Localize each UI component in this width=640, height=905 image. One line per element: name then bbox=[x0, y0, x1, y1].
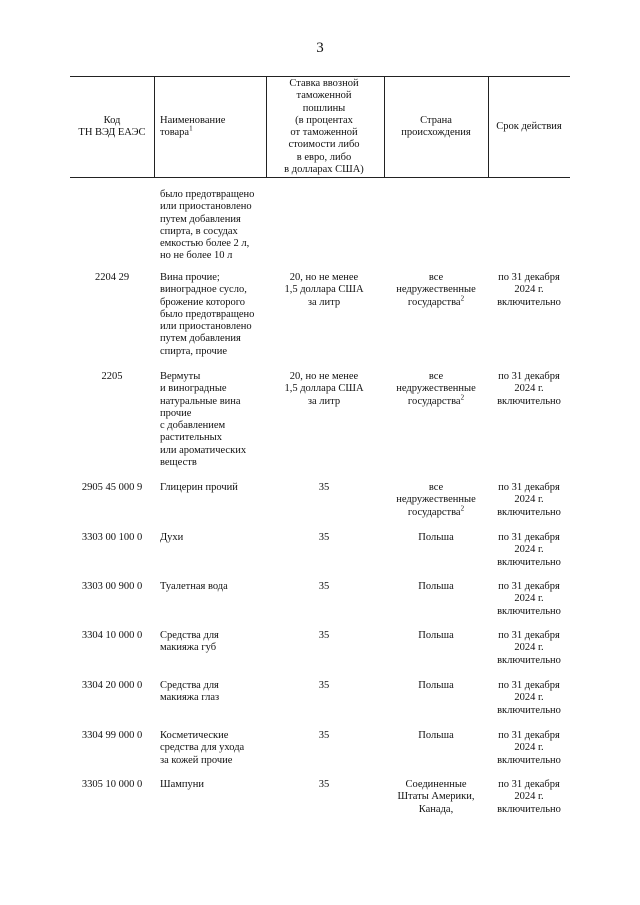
row-rate bbox=[266, 630, 382, 642]
row-term bbox=[488, 730, 570, 767]
header-rate-line: (в процентах bbox=[295, 114, 353, 126]
row-country-line: Канада, bbox=[418, 803, 454, 815]
row-name-line: натуральные вина bbox=[160, 395, 241, 407]
row-term bbox=[488, 680, 570, 717]
row-country bbox=[384, 581, 488, 593]
row-name-line: было предотвращено bbox=[160, 308, 255, 320]
row-country-line: недружественные bbox=[396, 383, 476, 395]
row-rate-line: 1,5 доллара США bbox=[284, 284, 364, 296]
row-rate-line: за литр bbox=[307, 296, 341, 308]
row-name bbox=[160, 371, 264, 469]
row-name-line: Шампуни bbox=[160, 779, 205, 790]
row-term-line: по 31 декабря bbox=[498, 482, 560, 493]
header-rate-line: стоимости либо bbox=[288, 139, 360, 151]
row-code bbox=[70, 730, 154, 742]
row-rate bbox=[266, 371, 382, 408]
header-rate-line: таможенной bbox=[296, 90, 352, 102]
row-term bbox=[488, 371, 570, 408]
header-code-line: Код bbox=[103, 115, 121, 126]
row-name-line: веществ bbox=[160, 457, 197, 469]
row-code bbox=[70, 680, 154, 692]
row-rate-line: 35 bbox=[318, 630, 330, 641]
row-code bbox=[70, 482, 154, 494]
row-rate-line: 35 bbox=[318, 680, 330, 691]
header-rate bbox=[266, 78, 382, 176]
header-country-line: происхождения bbox=[401, 127, 471, 139]
row-country bbox=[384, 680, 488, 692]
row-name-line: путем добавления bbox=[160, 213, 241, 225]
table-top-rule bbox=[70, 76, 570, 77]
row-name-line: Косметические bbox=[160, 730, 229, 741]
row-code-line: 3304 20 000 0 bbox=[81, 680, 143, 691]
row-name-line: было предотвращено bbox=[160, 189, 255, 200]
row-country-line: Польша bbox=[418, 730, 454, 741]
row-term bbox=[488, 581, 570, 618]
footnote-marker: 2 bbox=[460, 393, 465, 402]
row-term-line: 2024 г. bbox=[514, 593, 544, 605]
row-country bbox=[384, 532, 488, 544]
row-name-line: макияжа губ bbox=[160, 642, 217, 654]
header-rate-line: от таможенной bbox=[290, 127, 358, 139]
row-rate-line: 35 bbox=[318, 482, 330, 493]
row-country bbox=[384, 371, 488, 408]
row-name-line: но не более 10 л bbox=[160, 250, 233, 262]
row-name-line: за кожей прочие bbox=[160, 754, 233, 766]
header-term bbox=[488, 121, 570, 133]
row-term-line: включительно bbox=[497, 296, 561, 308]
row-code bbox=[70, 630, 154, 642]
row-term bbox=[488, 532, 570, 569]
row-name-line: или приостановлено bbox=[160, 321, 252, 333]
row-code-line: 3304 10 000 0 bbox=[81, 630, 143, 641]
row-name-line: спирта, прочие bbox=[160, 345, 228, 357]
row-name bbox=[160, 730, 264, 767]
row-term bbox=[488, 272, 570, 309]
header-name-line: Наименование bbox=[160, 115, 226, 126]
row-code bbox=[70, 581, 154, 593]
header-name-line: товара$^1$ bbox=[160, 124, 193, 139]
row-country-line: все bbox=[428, 272, 444, 283]
row-name-line: брожение которого bbox=[160, 296, 246, 308]
row-rate bbox=[266, 730, 382, 742]
row-country-line: недружественные bbox=[396, 284, 476, 296]
header-rate-line: в долларах США) bbox=[284, 164, 364, 176]
row-term-line: по 31 декабря bbox=[498, 730, 560, 741]
row-term-line: 2024 г. bbox=[514, 742, 544, 754]
header-bottom-rule bbox=[70, 177, 570, 178]
footnote-marker: 2 bbox=[460, 504, 465, 513]
row-term-line: по 31 декабря bbox=[498, 371, 560, 382]
row-name-line: или ароматических bbox=[160, 444, 247, 456]
row-name-line: растительных bbox=[160, 432, 222, 444]
row-rate bbox=[266, 779, 382, 791]
row-term-line: по 31 декабря bbox=[498, 779, 560, 790]
row-code bbox=[70, 779, 154, 791]
row-term-line: 2024 г. bbox=[514, 383, 544, 395]
row-rate bbox=[266, 680, 382, 692]
row-country bbox=[384, 272, 488, 309]
header-code-line: ТН ВЭД ЕАЭС bbox=[78, 127, 146, 139]
header-divider bbox=[154, 76, 155, 177]
row-term-line: 2024 г. bbox=[514, 791, 544, 803]
row-term-line: включительно bbox=[497, 654, 561, 666]
header-term-line: Срок действия bbox=[496, 121, 562, 132]
row-name bbox=[160, 779, 264, 791]
row-country-line: недружественные bbox=[396, 494, 476, 506]
row-term-line: включительно bbox=[497, 754, 561, 766]
row-country-line: Польша bbox=[418, 680, 454, 691]
row-name-line: прочие bbox=[160, 407, 192, 419]
row-name-line: и виноградные bbox=[160, 383, 227, 395]
row-code bbox=[70, 371, 154, 383]
row-rate-line: за литр bbox=[307, 395, 341, 407]
row-rate-line: 20, но не менее bbox=[289, 272, 359, 283]
header-rate-line: Ставка ввозной bbox=[289, 78, 359, 89]
row-term-line: включительно bbox=[497, 506, 561, 518]
row-rate bbox=[266, 482, 382, 494]
row-name bbox=[160, 189, 264, 263]
row-term-line: 2024 г. bbox=[514, 284, 544, 296]
row-name bbox=[160, 680, 264, 705]
row-country-line: Штаты Америки, bbox=[397, 791, 475, 803]
header-rate-line: в евро, либо bbox=[296, 151, 352, 163]
row-code-line: 3304 99 000 0 bbox=[81, 730, 143, 741]
row-term-line: 2024 г. bbox=[514, 692, 544, 704]
row-term-line: 2024 г. bbox=[514, 642, 544, 654]
row-term-line: по 31 декабря bbox=[498, 680, 560, 691]
row-term-line: включительно bbox=[497, 704, 561, 716]
header-code bbox=[70, 115, 154, 140]
row-country-line: все bbox=[428, 482, 444, 493]
row-rate-line: 35 bbox=[318, 730, 330, 741]
row-term bbox=[488, 482, 570, 519]
row-name-line: спирта, в сосудах bbox=[160, 225, 238, 237]
row-code-line: 3303 00 900 0 bbox=[81, 581, 143, 592]
row-term-line: по 31 декабря bbox=[498, 630, 560, 641]
row-term-line: по 31 декабря bbox=[498, 272, 560, 283]
row-name bbox=[160, 272, 264, 358]
row-term bbox=[488, 779, 570, 816]
header-country-line: Страна bbox=[420, 115, 452, 126]
row-term-line: по 31 декабря bbox=[498, 581, 560, 592]
row-country-line: Польша bbox=[418, 581, 454, 592]
row-country bbox=[384, 630, 488, 642]
row-country bbox=[384, 730, 488, 742]
row-rate-line: 35 bbox=[318, 532, 330, 543]
row-code-line: 2905 45 000 9 bbox=[81, 482, 143, 493]
row-term-line: 2024 г. bbox=[514, 544, 544, 556]
row-name-line: Средства для bbox=[160, 630, 219, 641]
row-rate bbox=[266, 272, 382, 309]
row-name-line: средства для ухода bbox=[160, 742, 245, 754]
row-name-line: виноградное сусло, bbox=[160, 284, 247, 296]
row-code-line: 3305 10 000 0 bbox=[81, 779, 143, 790]
row-name-line: Глицерин прочий bbox=[160, 482, 238, 493]
row-term-line: включительно bbox=[497, 395, 561, 407]
row-code bbox=[70, 532, 154, 544]
row-name-line: Вина прочие; bbox=[160, 272, 220, 283]
row-name-line: Туалетная вода bbox=[160, 581, 228, 592]
row-code bbox=[70, 272, 154, 284]
row-rate bbox=[266, 581, 382, 593]
row-code-line: 2205 bbox=[101, 371, 123, 382]
row-term-line: 2024 г. bbox=[514, 494, 544, 506]
footnote-marker: 1 bbox=[189, 124, 193, 133]
header-country bbox=[384, 115, 488, 140]
row-name-line: Духи bbox=[160, 532, 184, 543]
row-name-line: или приостановлено bbox=[160, 201, 252, 213]
row-rate bbox=[266, 532, 382, 544]
row-code-line: 3303 00 100 0 bbox=[81, 532, 143, 543]
row-term-line: включительно bbox=[497, 803, 561, 815]
page-number: 3 bbox=[316, 40, 324, 56]
row-country-line: государства$^2$ bbox=[407, 393, 465, 407]
row-country-line: государства$^2$ bbox=[407, 504, 465, 518]
row-country-line: Соединенные bbox=[405, 779, 467, 790]
row-rate-line: 35 bbox=[318, 779, 330, 790]
row-name-line: с добавлением bbox=[160, 420, 226, 432]
row-country bbox=[384, 779, 488, 816]
row-country-line: государства$^2$ bbox=[407, 294, 465, 308]
row-name-line: путем добавления bbox=[160, 333, 241, 345]
row-name bbox=[160, 482, 264, 494]
row-code-line: 2204 29 bbox=[94, 272, 130, 283]
row-rate-line: 20, но не менее bbox=[289, 371, 359, 382]
row-name-line: Средства для bbox=[160, 680, 219, 691]
row-name bbox=[160, 532, 264, 544]
row-term-line: включительно bbox=[497, 556, 561, 568]
row-name-line: макияжа глаз bbox=[160, 692, 220, 704]
footnote-marker: 2 bbox=[460, 294, 465, 303]
header-rate-line: пошлины bbox=[302, 102, 346, 114]
row-country-line: все bbox=[428, 371, 444, 382]
row-term-line: по 31 декабря bbox=[498, 532, 560, 543]
row-country bbox=[384, 482, 488, 519]
row-term-line: включительно bbox=[497, 605, 561, 617]
row-rate-line: 35 bbox=[318, 581, 330, 592]
row-name-line: Вермуты bbox=[160, 371, 201, 382]
row-rate-line: 1,5 доллара США bbox=[284, 383, 364, 395]
row-name-line: емкостью более 2 л, bbox=[160, 238, 250, 250]
row-term bbox=[488, 630, 570, 667]
row-name bbox=[160, 630, 264, 655]
row-country-line: Польша bbox=[418, 532, 454, 543]
header-name bbox=[160, 115, 264, 140]
row-country-line: Польша bbox=[418, 630, 454, 641]
row-name bbox=[160, 581, 264, 593]
